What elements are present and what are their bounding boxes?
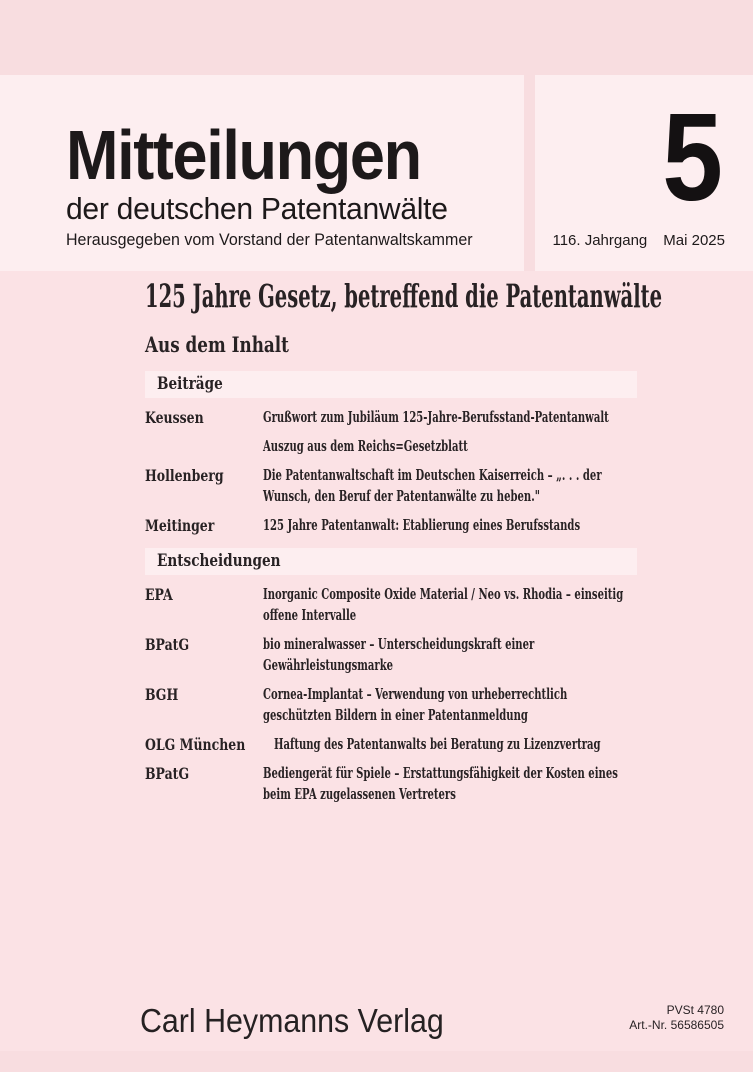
- toc-row: [145, 734, 637, 755]
- cover-headline: 125 Jahre Gesetz, betreffend die Patentanwälte: [145, 277, 663, 315]
- toc-row: [145, 634, 637, 676]
- issue-date: Mai 2025: [663, 232, 725, 249]
- toc-row: [145, 515, 637, 536]
- toc-row: [145, 407, 637, 428]
- toc-row-text: Haftung des Patentanwalts bei Beratung zu Lizenzvertrag: [273, 736, 601, 753]
- toc-row-author: BPatG: [145, 635, 190, 654]
- toc-row-text: Inorganic Composite Oxide Material / Neo vs. Rhodia – einseitig offene Intervalle: [263, 586, 624, 624]
- toc-row-text: 125 Jahre Patentanwalt: Etablierung eines Berufsstands: [263, 517, 581, 534]
- toc-row-author: BPatG: [145, 764, 190, 783]
- toc-row-text: Auszug aus dem Reichs=Gesetzblatt: [263, 438, 468, 455]
- section-header-beitraege: Beiträge: [145, 371, 637, 398]
- toc-row-author: Hollenberg: [145, 466, 224, 485]
- toc-row-author: [145, 436, 263, 457]
- journal-title: Mitteilungen: [66, 116, 421, 194]
- toc-row: [145, 684, 637, 726]
- issue-volume: 116. Jahrgang: [552, 232, 648, 249]
- toc-row-text: Bediengerät für Spiele – Erstattungsfähigkeit der Kosten eines beim EPA zugelassenen Vertreters: [263, 765, 618, 803]
- toc-row-author: Meitinger: [145, 516, 215, 535]
- toc-row: [145, 436, 637, 457]
- toc-row-author: Keussen: [145, 408, 204, 427]
- panel-divider: [524, 75, 535, 271]
- section-rows-beitraege: [145, 407, 637, 536]
- toc-row-text: bio mineralwasser – Unterscheidungskraft einer Gewährleistungsmarke: [263, 636, 535, 674]
- toc-label: Aus dem Inhalt: [145, 332, 289, 357]
- publisher-imprint: Carl Heymanns Verlag: [140, 1002, 444, 1039]
- toc-row: [145, 763, 637, 805]
- toc-row-text: Grußwort zum Jubiläum 125-Jahre-Berufsstand-Patentanwalt: [263, 409, 609, 426]
- article-number: Art.-Nr. 56586505: [629, 1017, 724, 1032]
- journal-subtitle: der deutschen Patentanwälte: [66, 191, 448, 226]
- postal-and-article-codes: [629, 1003, 724, 1032]
- bottom-color-band: [0, 1051, 753, 1072]
- toc-row-author: EPA: [145, 585, 173, 604]
- toc-row-author: BGH: [145, 685, 179, 704]
- section-header-entscheidungen: Entscheidungen: [145, 548, 637, 575]
- toc-row: [145, 465, 637, 507]
- issue-number: 5: [662, 89, 723, 227]
- issue-meta: [552, 232, 725, 250]
- toc-row-text: Cornea-Implantat – Verwendung von urheberrechtlich geschützten Bildern in einer Patentanmeldung: [263, 686, 568, 724]
- toc-row-author: OLG München: [145, 735, 246, 754]
- top-color-band: [0, 0, 753, 75]
- postal-code: PVSt 4780: [666, 1003, 724, 1017]
- toc-row-text: Die Patentanwaltschaft im Deutschen Kaiserreich – „. . . der Wunsch, den Beruf der Patentanwälte zu heben.": [263, 467, 602, 505]
- section-rows-entscheidungen: [145, 584, 637, 805]
- toc-row: [145, 584, 637, 626]
- journal-publisher-line: Herausgegeben vom Vorstand der Patentanwaltskammer: [66, 231, 473, 249]
- cover-contents: [145, 277, 663, 813]
